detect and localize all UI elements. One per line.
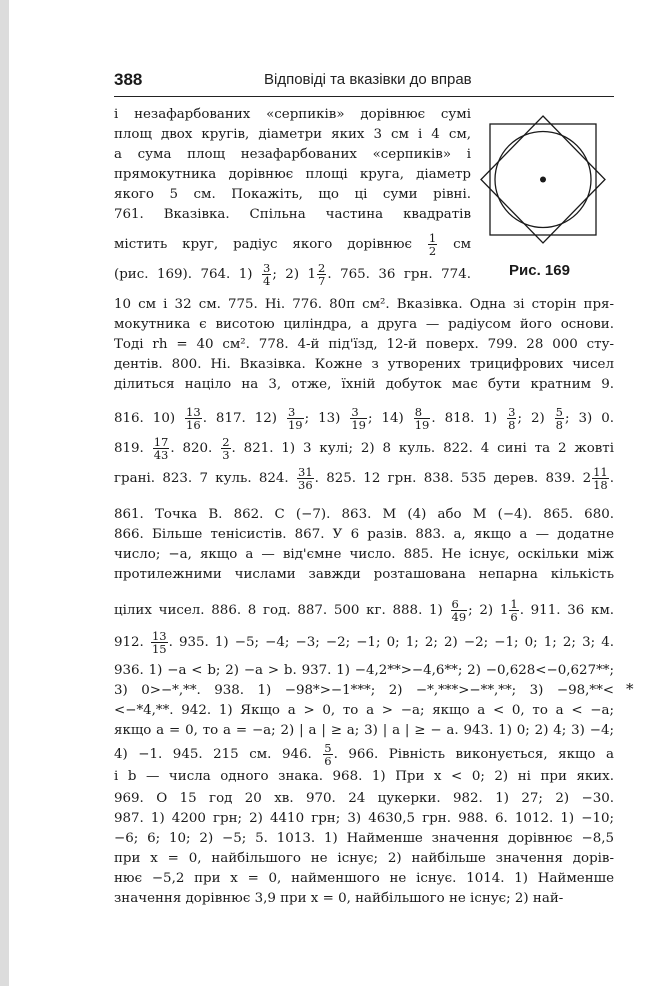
text-segment: 936. 1) −a < b; 2) −a > b. 937. 1) −4,2**>−4,6**; 2) −0,628<−0,627**;	[114, 663, 614, 678]
fraction-numerator: 11	[593, 465, 608, 479]
fraction-numerator: 1	[428, 231, 437, 245]
figure-caption: Рис. 169	[509, 262, 570, 279]
fraction-numerator: 2	[318, 261, 326, 275]
text-segment: 861. Точка B. 862. C (−7). 863. M (4) або M (−4). 865. 680.	[114, 507, 614, 522]
fraction	[317, 262, 326, 287]
fraction-denominator: 19	[351, 418, 366, 432]
fraction	[414, 406, 431, 431]
text-line	[114, 598, 614, 623]
fraction	[287, 406, 304, 431]
text-segment: мокутника є висотою циліндра, а друга — радіусом його основи.	[114, 317, 614, 332]
fraction	[592, 466, 609, 491]
running-header	[114, 70, 612, 94]
fraction	[185, 406, 202, 431]
text-line	[114, 376, 614, 394]
text-line	[114, 722, 614, 740]
text-segment: ; 2) 1	[468, 603, 509, 618]
text-line	[114, 206, 471, 224]
text-line	[114, 870, 614, 888]
text-line	[114, 890, 614, 908]
text-segment: ; 14)	[367, 411, 413, 426]
fraction-denominator: 4	[262, 274, 271, 288]
fraction-denominator: 7	[318, 274, 326, 288]
fraction-denominator: 8	[508, 418, 516, 432]
text-segment: при x = 0, найбільшого не існує; 2) найбільше значення дорів-	[114, 851, 614, 866]
fraction	[221, 436, 230, 461]
text-segment: 4) −1. 945. 215 см. 946.	[114, 747, 323, 762]
text-segment: 816. 10)	[114, 411, 185, 426]
text-line	[114, 262, 471, 287]
fraction	[507, 406, 516, 431]
text-line	[114, 186, 471, 204]
text-segment: .	[609, 471, 614, 486]
text-segment: протилежними числами завжди розташована непарна кількість	[114, 567, 614, 582]
text-segment: . 825. 12 грн. 838. 535 дерев. 839. 2	[314, 471, 592, 486]
fraction	[428, 232, 437, 257]
text-segment: <−*4,**. 942. 1) Якщо a > 0, то a > −a; якщо a < 0, то a < −a;	[114, 703, 614, 718]
running-title: Відповіді та вказівки до вправ	[264, 71, 472, 88]
fraction	[555, 406, 564, 431]
text-segment: дентів. 800. Ні. Вказівка. Кожне з утворених трицифрових чисел	[114, 357, 614, 372]
fraction-numerator: 3	[508, 405, 516, 419]
text-segment: . 817. 12)	[202, 411, 286, 426]
text-line	[114, 662, 614, 680]
fraction-denominator: 6	[324, 754, 332, 768]
fraction-denominator: 43	[153, 448, 169, 462]
text-segment: 3) 0>−*,**. 938. 1) −98*>−1***; 2) −*,***>−**,**; 3) −98,**<	[114, 683, 614, 698]
text-segment: значення дорівнює 3,9 при x = 0, найбільшого не існує; 2) най-	[114, 891, 564, 906]
fraction-numerator: 3	[350, 406, 367, 419]
fraction	[297, 466, 314, 491]
text-segment: . 821. 1) 3 кулі; 2) 8 куль. 822. 4 сині та 2 жовті	[231, 441, 614, 456]
text-line	[114, 742, 614, 767]
text-segment: ; 2) 1	[272, 267, 317, 282]
text-line	[114, 810, 614, 828]
text-segment: 866. Більше тенісистів. 867. У 6 разів. 883. a, якщо a — додатне	[114, 527, 614, 542]
text-segment: і незафарбованих «серпиків» дорівнює сумі	[114, 107, 471, 122]
fraction-denominator: 19	[287, 418, 303, 432]
fraction-denominator: 2	[428, 244, 437, 258]
text-line	[114, 768, 614, 786]
fraction	[151, 630, 168, 655]
fraction-denominator: 6	[510, 610, 518, 624]
fraction	[451, 598, 468, 623]
text-line	[114, 166, 471, 184]
fraction-denominator: 16	[186, 418, 201, 432]
text-line	[114, 546, 614, 564]
fraction-numerator: 1	[510, 597, 518, 611]
text-line	[114, 316, 614, 334]
text-line	[114, 126, 471, 144]
header-rule	[114, 96, 614, 97]
text-line	[114, 466, 614, 491]
figure-169-squares-circle	[478, 112, 608, 247]
text-segment: 912.	[114, 635, 150, 650]
text-line	[114, 630, 614, 655]
margin-mark: *	[626, 680, 634, 698]
text-line	[114, 296, 614, 314]
text-line	[114, 850, 614, 868]
text-segment: Тоді rh = 40 см². 778. 4-й під'їзд, 12-й поверх. 799. 28 000 сту-	[114, 337, 614, 352]
page-edge	[0, 0, 9, 986]
fraction-numerator: 5	[555, 405, 563, 419]
fraction	[262, 262, 271, 287]
fraction-denominator: 49	[451, 610, 467, 624]
text-segment: см	[438, 237, 472, 252]
fraction-denominator: 18	[593, 478, 608, 492]
text-segment: 761. Вказівка. Спільна частина квадратів	[114, 207, 471, 222]
fraction-numerator: 2	[222, 435, 230, 449]
text-line	[114, 146, 471, 164]
text-segment: число; −a, якщо a — від'ємне число. 885. Не існує, оскільки між	[114, 547, 614, 562]
fraction-numerator: 17	[153, 435, 169, 449]
text-line	[114, 830, 614, 848]
fraction	[509, 598, 518, 623]
fraction	[153, 436, 170, 461]
text-segment: ; 3) 0.	[565, 411, 614, 426]
text-segment: нює −5,2 при x = 0, найменшого не існує. 1014. 1) Найменше	[114, 871, 614, 886]
text-segment: ; 13)	[304, 411, 350, 426]
fraction-denominator: 3	[222, 448, 230, 462]
text-segment: ділиться націло на 3, отже, їхній добуток має бути кратним 9.	[114, 377, 614, 392]
text-segment: грані. 823. 7 куль. 824.	[114, 471, 296, 486]
text-segment: ; 2)	[517, 411, 554, 426]
text-line	[114, 356, 614, 374]
text-line	[114, 232, 471, 257]
fraction-numerator: 13	[151, 629, 167, 643]
text-line	[114, 336, 614, 354]
text-segment: . 935. 1) −5; −4; −3; −2; −1; 0; 1; 2; 2) −2; −1; 0; 1; 2; 3; 4.	[168, 635, 614, 650]
text-line	[114, 702, 614, 720]
text-segment: 969. О 15 год 20 хв. 970. 24 цукерки. 982. 1) 27; 2) −30.	[114, 791, 614, 806]
text-segment: цілих чисел. 886. 8 год. 887. 500 кг. 888. 1)	[114, 603, 450, 618]
fraction	[323, 742, 332, 767]
fraction-numerator: 3	[287, 406, 304, 419]
text-segment: площ двох кругів, діаметри яких 3 см і 4 см,	[114, 127, 471, 142]
fraction-numerator: 13	[186, 405, 201, 419]
text-segment: 10 см і 32 см. 775. Ні. 776. 80π см². Вказівка. Одна зі сторін пря-	[114, 297, 614, 312]
text-segment: 987. 1) 4200 грн; 2) 4410 грн; 3) 4630,5 грн. 988. 6. 1012. 1) −10;	[114, 811, 614, 826]
text-segment: . 911. 36 км.	[519, 603, 614, 618]
text-segment: . 820.	[170, 441, 221, 456]
text-segment: (рис. 169). 764. 1)	[114, 267, 261, 282]
text-line	[114, 106, 471, 124]
page-number: 388	[114, 70, 143, 89]
fraction	[350, 406, 367, 431]
text-segment: і b — числа одного знака. 968. 1) При x < 0; 2) ні при яких.	[114, 769, 614, 784]
text-segment: . 765. 36 грн. 774.	[327, 267, 471, 282]
text-segment: містить круг, радіус якого дорівнює	[114, 237, 427, 252]
fraction-numerator: 6	[451, 598, 468, 611]
text-segment: 819.	[114, 441, 152, 456]
text-line	[114, 566, 614, 584]
fraction-denominator: 36	[298, 478, 313, 492]
text-segment: якщо a = 0, то a = −a; 2) | a | ≥ a; 3) | a | ≥ − a. 943. 1) 0; 2) 4; 3) −4;	[114, 723, 614, 738]
text-line	[114, 436, 614, 461]
text-line	[114, 406, 614, 431]
fraction-denominator: 8	[555, 418, 563, 432]
text-line	[114, 682, 614, 700]
text-segment: . 966. Рівність виконується, якщо a	[333, 747, 614, 762]
text-segment: якого 5 см. Покажіть, що ці суми рівні.	[114, 187, 471, 202]
text-segment: прямокутника дорівнює площі круга, діаметр	[114, 167, 471, 182]
text-line	[114, 790, 614, 808]
text-segment: а сума площ незафарбованих «серпиків» і	[114, 147, 471, 162]
text-segment: . 818. 1)	[431, 411, 507, 426]
fraction-numerator: 3	[262, 261, 271, 275]
fraction-numerator: 8	[414, 406, 431, 419]
fraction-denominator: 15	[151, 642, 167, 656]
fraction-numerator: 31	[298, 465, 313, 479]
text-line	[114, 506, 614, 524]
text-segment: −6; 6; 10; 2) −5; 5. 1013. 1) Найменше значення дорівнює −8,5	[114, 831, 614, 846]
text-line	[114, 526, 614, 544]
fraction-denominator: 19	[414, 418, 430, 432]
fraction-numerator: 5	[324, 741, 332, 755]
